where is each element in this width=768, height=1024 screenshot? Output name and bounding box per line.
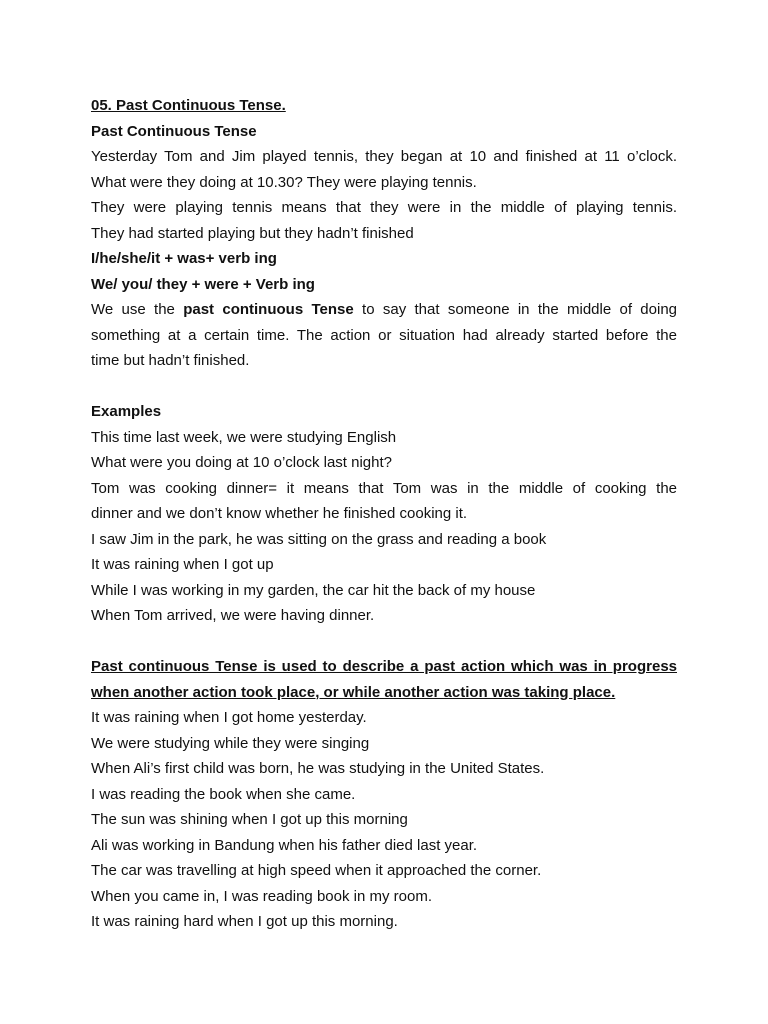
intro-line-1: Yesterday Tom and Jim played tennis, they began at 10 and finished at 11 o’clock. — [91, 148, 677, 165]
usage-line-1 — [91, 297, 677, 323]
intro-line-2: What were they doing at 10.30? They were playing tennis. — [91, 173, 477, 191]
paragraph-gap — [91, 374, 677, 400]
formula-singular: I/he/she/it + was+ verb ing — [91, 250, 277, 267]
example-item: When Tom arrived, we were having dinner. — [91, 607, 375, 624]
examples-title: Examples — [91, 403, 162, 420]
example-item: What were you doing at 10 o’clock last night? — [91, 454, 393, 471]
usage-line-1-end: to say that someone in the middle of doing — [362, 301, 678, 318]
rule-example-item: It was raining when I got home yesterday. — [91, 709, 367, 726]
example-item: dinner and we don’t know whether he finished cooking it. — [91, 505, 468, 522]
rule-line-2: when another action took place, or while another action was taking place. — [91, 683, 616, 701]
document-heading: 05. Past Continuous Tense. — [91, 97, 286, 114]
rule-example-item: I was reading the book when she came. — [91, 785, 356, 803]
usage-line-2: something at a certain time. The action or situation had already started before the — [91, 326, 677, 344]
rule-line-1: Past continuous Tense is used to describe a past action which was in progress — [91, 658, 677, 675]
rule-example-item: We were studying while they were singing — [91, 734, 370, 752]
rule-example-item: Ali was working in Bandung when his father died last year. — [91, 836, 478, 854]
formula-plural: We/ you/ they + were + Verb ing — [91, 275, 315, 293]
example-item: It was raining when I got up — [91, 556, 274, 573]
usage-line-1-start: We use the — [91, 301, 175, 318]
rule-example-item: The sun was shining when I got up this morning — [91, 811, 408, 828]
paragraph-gap — [91, 629, 677, 655]
usage-line-3: time but hadn’t finished. — [91, 352, 250, 369]
section-subheading: Past Continuous Tense — [91, 122, 257, 140]
rule-example-item: It was raining hard when I got up this morning. — [91, 913, 398, 930]
example-item: This time last week, we were studying English — [91, 428, 397, 446]
rule-example-item: When you came in, I was reading book in my room. — [91, 887, 432, 905]
intro-line-3: They were playing tennis means that they were in the middle of playing tennis. — [91, 199, 677, 216]
example-item: Tom was cooking dinner= it means that Tom was in the middle of cooking the — [91, 479, 677, 497]
usage-term: past continuous Tense — [183, 301, 354, 318]
document-page — [91, 93, 677, 935]
example-item: While I was working in my garden, the car hit the back of my house — [91, 581, 536, 599]
example-item: I saw Jim in the park, he was sitting on the grass and reading a book — [91, 530, 547, 548]
rule-example-item: The car was travelling at high speed when it approached the corner. — [91, 862, 542, 879]
intro-line-4: They had started playing but they hadn’t finished — [91, 224, 414, 242]
rule-example-item: When Ali’s first child was born, he was studying in the United States. — [91, 760, 545, 777]
